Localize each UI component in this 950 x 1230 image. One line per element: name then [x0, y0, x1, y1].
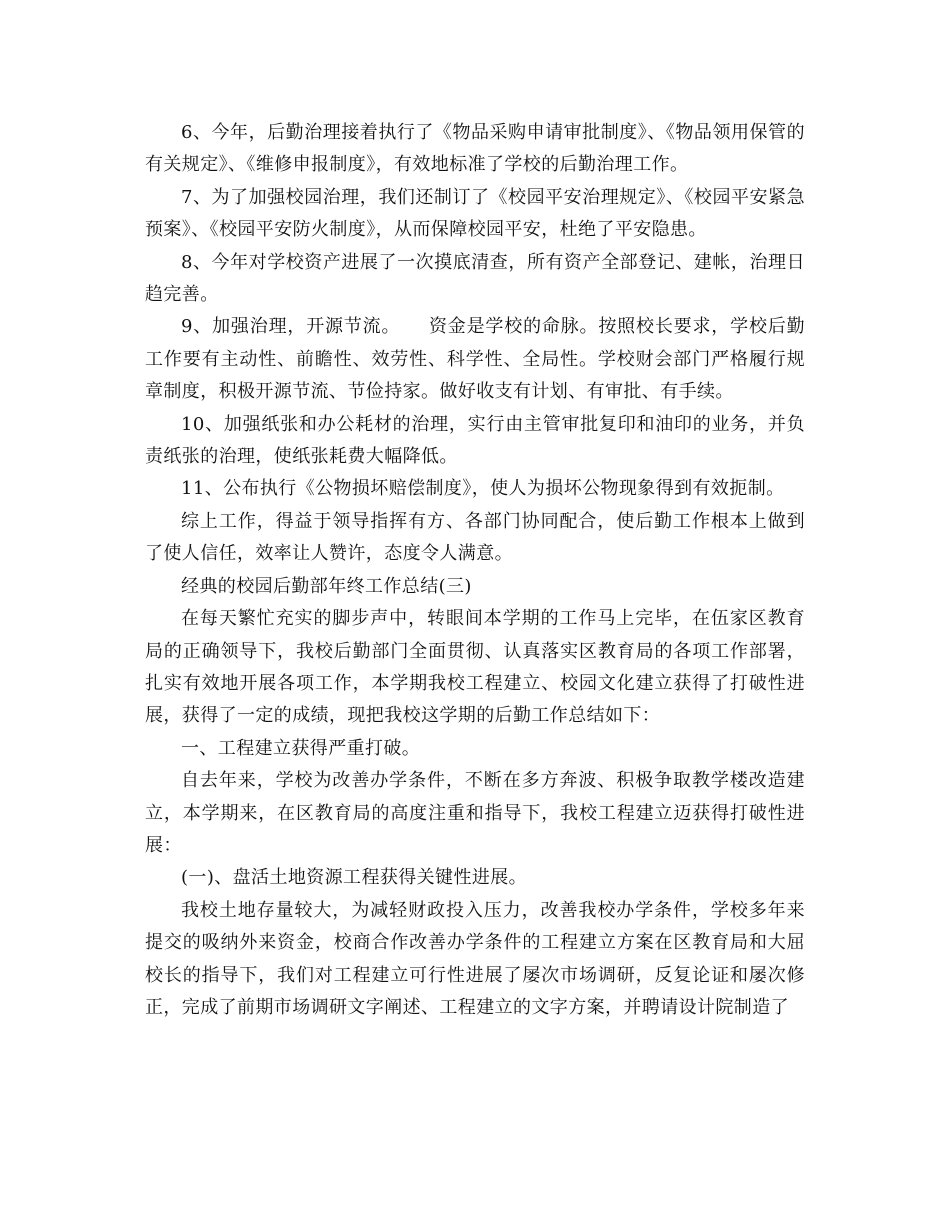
- paragraph: 我校土地存量较大，为减轻财政投入压力，改善我校办学条件，学校多年来提交的吸纳外来资金，校商合作改善办学条件的工程建立方案在区教育局和大屈校长的指导下，我们对工程建立可行性进展了屡次市场调研，反复论证和屡次修正，完成了前期市场调研文字阐述、工程建立的文字方案，并聘请设计院制造了: [145, 899, 805, 1018]
- paragraph: 综上工作，得益于领导指挥有方、各部门协同配合，使后勤工作根本上做到了使人信任，效率让人赞许，态度令人满意。: [145, 510, 805, 565]
- paragraph: 自去年来，学校为改善办学条件，不断在多方奔波、积极争取教学楼改造建立，本学期来，在区教育局的高度注重和指导下，我校工程建立迈获得打破性进展：: [145, 770, 805, 856]
- document-body: [145, 117, 805, 1024]
- section-heading: 经典的校园后勤部年终工作总结(三): [181, 575, 472, 597]
- paragraph: 8、今年对学校资产进展了一次摸底清查，所有资产全部登记、建帐，治理日趋完善。: [145, 251, 805, 306]
- paragraph: 6、今年，后勤治理接着执行了《物品采购申请审批制度》、《物品领用保管的有关规定》、《维修申报制度》，有效地标准了学校的后勤治理工作。: [145, 122, 805, 176]
- paragraph: 11、公布执行《公物损坏赔偿制度》，使人为损坏公物现象得到有效扼制。: [181, 478, 785, 500]
- paragraph: 7、为了加强校园治理，我们还制订了《校园平安治理规定》、《校园平安紧急预案》、《校园平安防火制度》，从而保障校园平安，杜绝了平安隐患。: [145, 186, 805, 241]
- subsection-heading: (一)、盘活土地资源工程获得关键性进展。: [181, 867, 528, 889]
- paragraph: 在每天繁忙充实的脚步声中，转眼间本学期的工作马上完毕，在伍家区教育局的正确领导下，我校后勤部门全面贯彻、认真落实区教育局的各项工作部署，扎实有效地开展各项工作，本学期我校工程建立、校园文化建立获得了打破性进展，获得了一定的成绩，现把我校这学期的后勤工作总结如下：: [145, 608, 805, 727]
- subsection-heading: 一、工程建立获得严重打破。: [181, 737, 421, 759]
- paragraph: 10、加强纸张和办公耗材的治理，实行由主管审批复印和油印的业务，并负责纸张的治理，使纸张耗费大幅降低。: [145, 413, 805, 468]
- paragraph: 9、加强治理，开源节流。 资金是学校的命脉。按照校长要求，学校后勤工作要有主动性、前瞻性、效劳性、科学性、全局性。学校财会部门严格履行规章制度，积极开源节流、节俭持家。做好收支有计划、有审批、有手续。: [145, 316, 805, 403]
